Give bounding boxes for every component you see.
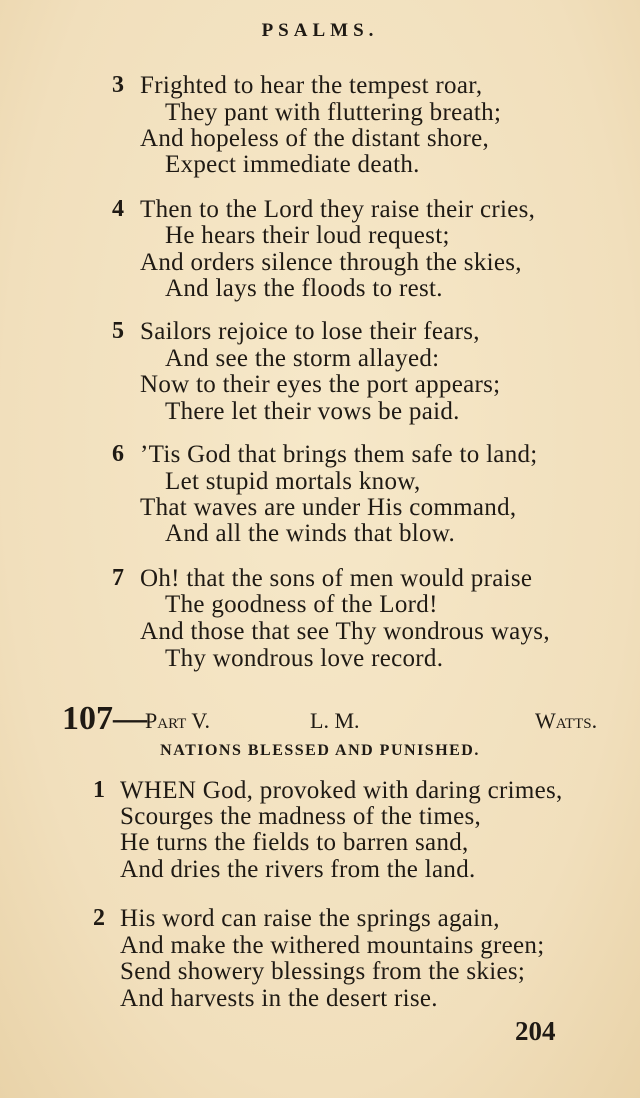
- verse-line: And those that see Thy wondrous ways,: [140, 618, 550, 645]
- stanza-number: 2: [93, 905, 105, 931]
- verse-line: That waves are under His command,: [140, 494, 517, 521]
- verse-line: ’Tis God that brings them safe to land;: [140, 441, 538, 468]
- verse-line: Then to the Lord they raise their cries,: [140, 196, 536, 223]
- verse-line: Scourges the madness of the times,: [120, 803, 482, 830]
- verse-line: And make the withered mountains green;: [120, 932, 545, 959]
- verse-line: Frighted to hear the tempest roar,: [140, 72, 483, 99]
- verse-line: WHEN God, provoked with daring crimes,: [120, 777, 563, 804]
- running-header: PSALMS.: [261, 20, 379, 41]
- hymn-meter: L. M.: [310, 708, 360, 733]
- verse-line: And dries the rivers from the land.: [120, 856, 476, 883]
- stanza-number: 1: [93, 777, 105, 803]
- verse-line: Now to their eyes the port appears;: [140, 371, 501, 398]
- verse-line: They pant with fluttering breath;: [165, 99, 502, 126]
- stanza-number: 5: [112, 318, 124, 344]
- verse-line: His word can raise the springs again,: [120, 905, 500, 932]
- verse-line: And harvests in the desert rise.: [120, 985, 438, 1012]
- verse-line: And see the storm allayed:: [165, 345, 440, 372]
- verse-line: The goodness of the Lord!: [165, 591, 438, 618]
- stanza-number: 6: [112, 441, 124, 467]
- stanza-number: 3: [112, 72, 124, 98]
- stanza-number: 4: [112, 196, 124, 222]
- verse-line: There let their vows be paid.: [165, 398, 460, 425]
- verse-line: Oh! that the sons of men would praise: [140, 565, 533, 592]
- verse-line: And lays the floods to rest.: [165, 275, 443, 302]
- verse-line: He turns the fields to barren sand,: [120, 829, 469, 856]
- page-number: 204: [515, 1016, 556, 1046]
- stanza-number: 7: [112, 565, 124, 591]
- verse-line: And hopeless of the distant shore,: [140, 125, 490, 152]
- hymn-number: 107—: [62, 700, 147, 737]
- verse-line: Send showery blessings from the skies;: [120, 958, 526, 985]
- verse-line: Sailors rejoice to lose their fears,: [140, 318, 480, 345]
- verse-line: And all the winds that blow.: [165, 520, 456, 547]
- verse-line: Thy wondrous love record.: [165, 645, 444, 672]
- verse-line: He hears their loud request;: [165, 222, 450, 249]
- verse-line: Expect immediate death.: [165, 151, 420, 178]
- hymn-subtitle: NATIONS BLESSED AND PUNISHED.: [160, 742, 480, 759]
- verse-line: Let stupid mortals know,: [165, 468, 421, 495]
- verse-line: And orders silence through the skies,: [140, 249, 522, 276]
- hymn-part: Part V.: [145, 708, 210, 733]
- hymn-author: Watts.: [535, 708, 598, 733]
- hymn-heading: [0, 700, 640, 740]
